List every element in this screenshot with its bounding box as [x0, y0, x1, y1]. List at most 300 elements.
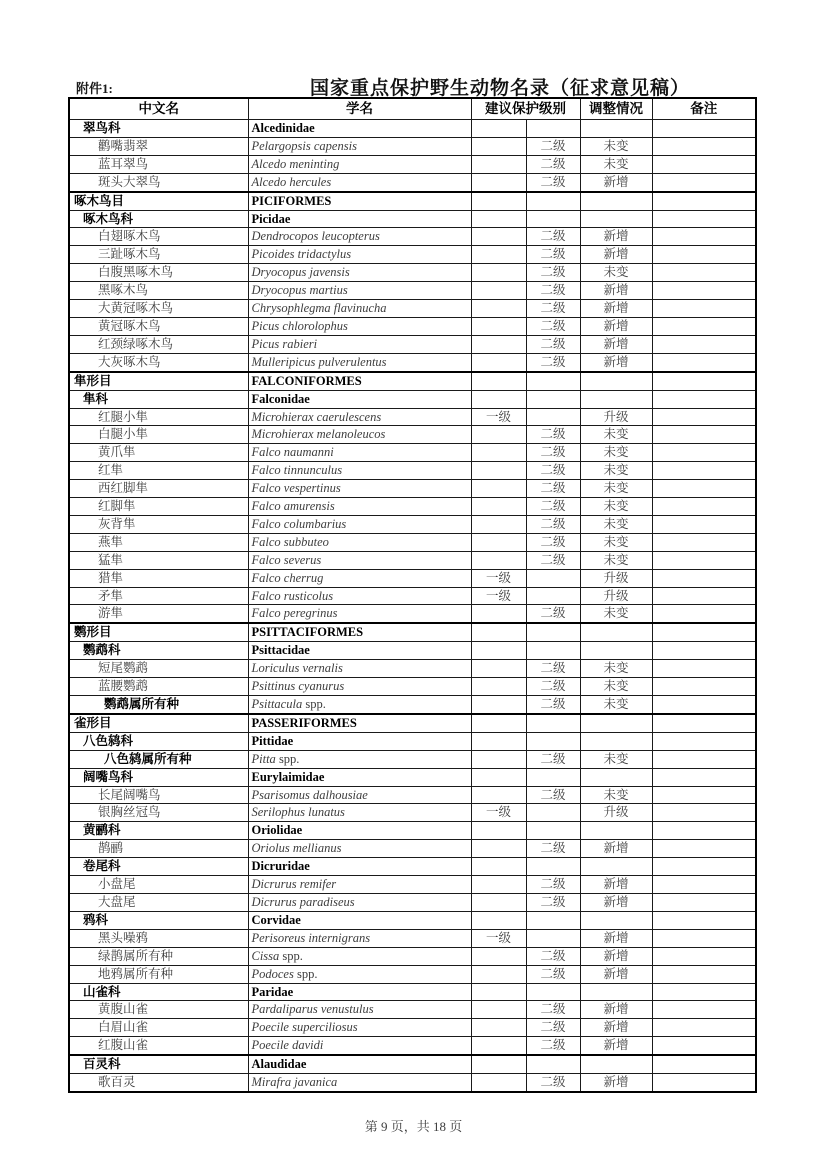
remarks-cell [652, 858, 756, 876]
latin-name: Dryocopus martius [251, 283, 348, 298]
level-class2-cell [526, 1055, 580, 1073]
table-row [69, 768, 756, 786]
level-class2-cell: 二级 [526, 155, 580, 173]
adjustment-cell: 未变 [580, 264, 652, 282]
chinese-name-cell: 雀形目 [69, 714, 248, 732]
chinese-name-cell: 卷尾科 [69, 858, 248, 876]
chinese-name-cell: 白眉山雀 [69, 1019, 248, 1037]
chinese-name-cell: 灰背隼 [69, 515, 248, 533]
remarks-cell [652, 173, 756, 191]
level-class2-cell: 二级 [526, 353, 580, 371]
table-row [69, 551, 756, 569]
level-class2-cell: 二级 [526, 876, 580, 894]
level-class2-cell [526, 587, 580, 605]
table-row [69, 335, 756, 353]
remarks-cell [652, 642, 756, 660]
remarks-cell [652, 696, 756, 714]
adjustment-cell [580, 372, 652, 390]
header-adjustment: 调整情况 [580, 98, 652, 120]
level-class2-cell: 二级 [526, 533, 580, 551]
remarks-cell [652, 623, 756, 641]
scientific-name-cell [248, 587, 471, 605]
table-row [69, 210, 756, 228]
chinese-name-cell: 银胸丝冠鸟 [69, 804, 248, 822]
latin-name: Psittacula [251, 697, 303, 711]
scientific-name-cell [248, 804, 471, 822]
level-class1-cell [471, 750, 526, 768]
remarks-cell [652, 155, 756, 173]
adjustment-cell [580, 120, 652, 138]
chinese-name-cell: 鹊鹂 [69, 840, 248, 858]
attachment-label: 附件1: [76, 81, 113, 96]
remarks-cell [652, 911, 756, 929]
scientific-name-cell [248, 408, 471, 426]
level-class1-cell [471, 1019, 526, 1037]
level-class1-cell: 一级 [471, 569, 526, 587]
latin-name: Loriculus vernalis [251, 661, 343, 676]
chinese-name-cell: 红颈绿啄木鸟 [69, 335, 248, 353]
scientific-name-cell [248, 929, 471, 947]
scientific-name-cell [248, 317, 471, 335]
level-class1-cell [471, 768, 526, 786]
scientific-name-cell [248, 786, 471, 804]
latin-name: Alcedo meninting [251, 156, 340, 171]
adjustment-cell: 未变 [580, 660, 652, 678]
latin-name: Mulleripicus pulverulentus [251, 354, 387, 369]
scientific-name-cell [248, 426, 471, 444]
chinese-name-cell: 鹦鹉科 [69, 642, 248, 660]
chinese-name-cell: 游隼 [69, 605, 248, 623]
adjustment-cell: 升级 [580, 804, 652, 822]
adjustment-cell: 新增 [580, 876, 652, 894]
table-row [69, 965, 756, 983]
level-class1-cell [471, 246, 526, 264]
table-row [69, 1019, 756, 1037]
scientific-name-cell: Pitta spp. [248, 750, 471, 768]
adjustment-cell: 新增 [580, 840, 652, 858]
level-class2-cell: 二级 [526, 965, 580, 983]
level-class1-cell [471, 155, 526, 173]
level-class1-cell [471, 228, 526, 246]
scientific-name-cell: Cissa spp. [248, 947, 471, 965]
level-class1-cell: 一级 [471, 587, 526, 605]
table-row [69, 1074, 756, 1092]
header-row [69, 98, 756, 120]
scientific-name-cell [248, 893, 471, 911]
table-row [69, 426, 756, 444]
scientific-name-cell [248, 515, 471, 533]
chinese-name-cell: 鸦科 [69, 911, 248, 929]
chinese-name-cell: 黄腹山雀 [69, 1001, 248, 1019]
table-row [69, 533, 756, 551]
table-row [69, 192, 756, 210]
level-class2-cell: 二级 [526, 282, 580, 300]
chinese-name-cell: 大黄冠啄木鸟 [69, 300, 248, 318]
remarks-cell [652, 137, 756, 155]
chinese-name-cell: 白翅啄木鸟 [69, 228, 248, 246]
chinese-name-cell: 大盘尾 [69, 893, 248, 911]
adjustment-cell: 新增 [580, 1074, 652, 1092]
remarks-cell [652, 714, 756, 732]
table-row [69, 929, 756, 947]
chinese-name-cell: 红腿小隼 [69, 408, 248, 426]
chinese-name-cell: 鹦鹉属所有种 [69, 696, 248, 714]
scientific-name-cell: Falconidae [248, 390, 471, 408]
scientific-name-cell [248, 353, 471, 371]
table-row [69, 947, 756, 965]
level-class1-cell [471, 1074, 526, 1092]
adjustment-cell [580, 714, 652, 732]
latin-name: Dendrocopos leucopterus [251, 229, 380, 244]
latin-name: Psarisomus dalhousiae [251, 787, 368, 802]
scientific-name-cell [248, 678, 471, 696]
table-body [69, 120, 756, 1092]
remarks-cell [652, 210, 756, 228]
remarks-cell [652, 1055, 756, 1073]
chinese-name-cell: 长尾阔嘴鸟 [69, 786, 248, 804]
level-class2-cell [526, 642, 580, 660]
remarks-cell [652, 1074, 756, 1092]
remarks-cell [652, 840, 756, 858]
adjustment-cell [580, 732, 652, 750]
remarks-cell [652, 300, 756, 318]
level-class1-cell [471, 353, 526, 371]
level-class1-cell [471, 498, 526, 516]
level-class2-cell: 二级 [526, 462, 580, 480]
level-class2-cell: 二级 [526, 1019, 580, 1037]
table-row [69, 480, 756, 498]
level-class1-cell [471, 120, 526, 138]
level-class1-cell [471, 372, 526, 390]
chinese-name-cell: 八色鸫属所有种 [69, 750, 248, 768]
table-row [69, 462, 756, 480]
remarks-cell [652, 1019, 756, 1037]
adjustment-cell [580, 1055, 652, 1073]
table-row [69, 893, 756, 911]
scientific-name-cell [248, 228, 471, 246]
level-class1-cell [471, 1037, 526, 1055]
level-class1-cell [471, 714, 526, 732]
scientific-name-cell [248, 1074, 471, 1092]
chinese-name-cell: 红腹山雀 [69, 1037, 248, 1055]
header-protection-level: 建议保护级别 [471, 98, 580, 120]
chinese-name-cell: 黑头噪鸦 [69, 929, 248, 947]
level-class1-cell: 一级 [471, 408, 526, 426]
scientific-name-cell [248, 1019, 471, 1037]
remarks-cell [652, 750, 756, 768]
remarks-cell [652, 605, 756, 623]
chinese-name-cell: 地鸦属所有种 [69, 965, 248, 983]
chinese-name-cell: 啄木鸟目 [69, 192, 248, 210]
table-row [69, 120, 756, 138]
level-class2-cell: 二级 [526, 660, 580, 678]
remarks-cell [652, 929, 756, 947]
table-row [69, 228, 756, 246]
adjustment-cell: 新增 [580, 228, 652, 246]
table-row [69, 822, 756, 840]
chinese-name-cell: 黄鹂科 [69, 822, 248, 840]
level-class1-cell [471, 1055, 526, 1073]
latin-name: Microhierax melanoleucos [251, 427, 386, 442]
level-class2-cell [526, 768, 580, 786]
adjustment-cell: 新增 [580, 1037, 652, 1055]
latin-name: Falco peregrinus [251, 606, 338, 621]
chinese-name-cell: 绿鹊属所有种 [69, 947, 248, 965]
table-row [69, 858, 756, 876]
adjustment-cell [580, 642, 652, 660]
remarks-cell [652, 551, 756, 569]
adjustment-cell [580, 983, 652, 1001]
chinese-name-cell: 八色鸫科 [69, 732, 248, 750]
chinese-name-cell: 隼科 [69, 390, 248, 408]
scientific-name-cell [248, 264, 471, 282]
level-class2-cell: 二级 [526, 480, 580, 498]
scientific-name-cell: Paridae [248, 983, 471, 1001]
protected-species-table [68, 97, 757, 1093]
latin-name: Poecile davidi [251, 1038, 324, 1053]
level-class1-cell [471, 822, 526, 840]
scientific-name-cell: Picidae [248, 210, 471, 228]
chinese-name-cell: 白腿小隼 [69, 426, 248, 444]
adjustment-cell: 新增 [580, 965, 652, 983]
remarks-cell [652, 192, 756, 210]
chinese-name-cell: 大灰啄木鸟 [69, 353, 248, 371]
chinese-name-cell: 矛隼 [69, 587, 248, 605]
table-row [69, 983, 756, 1001]
scientific-name-cell: PICIFORMES [248, 192, 471, 210]
level-class2-cell: 二级 [526, 498, 580, 516]
latin-name: Picus rabieri [251, 336, 318, 351]
adjustment-cell: 新增 [580, 1019, 652, 1037]
level-class2-cell [526, 911, 580, 929]
latin-name: Falco severus [251, 552, 322, 567]
level-class2-cell: 二级 [526, 444, 580, 462]
table-row [69, 498, 756, 516]
remarks-cell [652, 947, 756, 965]
level-class1-cell [471, 462, 526, 480]
latin-name: Falco columbarius [251, 516, 347, 531]
latin-name: Dryocopus javensis [251, 265, 350, 280]
header-scientific-name: 学名 [248, 98, 471, 120]
remarks-cell [652, 660, 756, 678]
latin-name: Pitta [251, 751, 276, 766]
scientific-name-cell [248, 335, 471, 353]
scientific-name-cell: Psittacula spp. [248, 696, 471, 714]
remarks-cell [652, 569, 756, 587]
latin-name: Picus chlorolophus [251, 318, 348, 333]
table-row [69, 732, 756, 750]
adjustment-cell [580, 911, 652, 929]
level-class2-cell: 二级 [526, 678, 580, 696]
latin-name: Pardaliparus venustulus [251, 1002, 374, 1017]
adjustment-cell: 新增 [580, 173, 652, 191]
level-class2-cell: 二级 [526, 426, 580, 444]
scientific-name-cell [248, 1001, 471, 1019]
level-class2-cell: 二级 [526, 750, 580, 768]
adjustment-cell: 新增 [580, 246, 652, 264]
adjustment-cell: 新增 [580, 947, 652, 965]
adjustment-cell: 未变 [580, 480, 652, 498]
level-class1-cell [471, 678, 526, 696]
scientific-name-cell: Alcedinidae [248, 120, 471, 138]
latin-name: Podoces [251, 966, 294, 981]
scientific-name-cell [248, 444, 471, 462]
adjustment-cell [580, 822, 652, 840]
level-class2-cell: 二级 [526, 1001, 580, 1019]
adjustment-cell: 未变 [580, 750, 652, 768]
table-row [69, 372, 756, 390]
chinese-name-cell: 百灵科 [69, 1055, 248, 1073]
adjustment-cell: 新增 [580, 317, 652, 335]
scientific-name-cell: Oriolidae [248, 822, 471, 840]
remarks-cell [652, 533, 756, 551]
adjustment-cell: 未变 [580, 678, 652, 696]
page-number: 第 9 页，共 18 页 [364, 1119, 463, 1134]
adjustment-cell: 升级 [580, 569, 652, 587]
chinese-name-cell: 鹳嘴翡翠 [69, 137, 248, 155]
chinese-name-cell: 山雀科 [69, 983, 248, 1001]
scientific-name-cell: Eurylaimidae [248, 768, 471, 786]
chinese-name-cell: 三趾啄木鸟 [69, 246, 248, 264]
scientific-name-cell [248, 605, 471, 623]
level-class1-cell [471, 947, 526, 965]
remarks-cell [652, 390, 756, 408]
chinese-name-cell: 鹦形目 [69, 623, 248, 641]
scientific-name-cell [248, 246, 471, 264]
level-class1-cell [471, 533, 526, 551]
level-class2-cell: 二级 [526, 786, 580, 804]
table-row [69, 911, 756, 929]
level-class1-cell: 一级 [471, 804, 526, 822]
adjustment-cell: 升级 [580, 587, 652, 605]
level-class1-cell [471, 264, 526, 282]
remarks-cell [652, 462, 756, 480]
chinese-name-cell: 蓝腰鹦鹉 [69, 678, 248, 696]
latin-name: Falco amurensis [251, 499, 335, 514]
scientific-name-cell: Alaudidae [248, 1055, 471, 1073]
scientific-name-cell [248, 300, 471, 318]
level-class1-cell [471, 660, 526, 678]
remarks-cell [652, 515, 756, 533]
chinese-name-cell: 短尾鹦鹉 [69, 660, 248, 678]
latin-name: Dicrurus paradiseus [251, 894, 355, 909]
level-class1-cell [471, 893, 526, 911]
remarks-cell [652, 246, 756, 264]
table-row [69, 750, 756, 768]
remarks-cell [652, 335, 756, 353]
level-class1-cell [471, 282, 526, 300]
scientific-name-cell: FALCONIFORMES [248, 372, 471, 390]
latin-name: Falco cherrug [251, 570, 324, 585]
latin-name: Poecile superciliosus [251, 1020, 358, 1035]
adjustment-cell: 未变 [580, 155, 652, 173]
adjustment-cell: 未变 [580, 696, 652, 714]
level-class1-cell [471, 515, 526, 533]
adjustment-cell: 未变 [580, 786, 652, 804]
level-class1-cell [471, 317, 526, 335]
header-remarks: 备注 [652, 98, 756, 120]
scientific-name-cell: Dicruridae [248, 858, 471, 876]
chinese-name-cell: 隼形目 [69, 372, 248, 390]
level-class2-cell: 二级 [526, 300, 580, 318]
header-chinese-name: 中文名 [69, 98, 248, 120]
level-class1-cell [471, 551, 526, 569]
remarks-cell [652, 498, 756, 516]
table-row [69, 642, 756, 660]
level-class1-cell [471, 335, 526, 353]
scientific-name-cell [248, 876, 471, 894]
chinese-name-cell: 西红脚隼 [69, 480, 248, 498]
level-class1-cell [471, 965, 526, 983]
level-class1-cell [471, 426, 526, 444]
table-row [69, 353, 756, 371]
latin-name: Pelargopsis capensis [251, 138, 357, 153]
chinese-name-cell: 黑啄木鸟 [69, 282, 248, 300]
level-class1-cell [471, 642, 526, 660]
remarks-cell [652, 372, 756, 390]
scientific-name-cell [248, 282, 471, 300]
remarks-cell [652, 1037, 756, 1055]
level-class2-cell: 二级 [526, 605, 580, 623]
level-class1-cell [471, 480, 526, 498]
level-class2-cell: 二级 [526, 840, 580, 858]
adjustment-cell: 未变 [580, 605, 652, 623]
page-title: 国家重点保护野生动物名录（征求意见稿） [309, 78, 690, 99]
level-class2-cell: 二级 [526, 1037, 580, 1055]
level-class2-cell [526, 714, 580, 732]
level-class2-cell: 二级 [526, 264, 580, 282]
level-class2-cell [526, 929, 580, 947]
chinese-name-cell: 斑头大翠鸟 [69, 173, 248, 191]
level-class2-cell: 二级 [526, 947, 580, 965]
remarks-cell [652, 768, 756, 786]
table-row [69, 300, 756, 318]
remarks-cell [652, 983, 756, 1001]
adjustment-cell: 新增 [580, 335, 652, 353]
remarks-cell [652, 786, 756, 804]
chinese-name-cell: 红脚隼 [69, 498, 248, 516]
table-row [69, 714, 756, 732]
table-row [69, 605, 756, 623]
latin-name: Psittinus cyanurus [251, 679, 345, 694]
adjustment-cell: 未变 [580, 137, 652, 155]
table-row [69, 840, 756, 858]
scientific-name-cell [248, 1037, 471, 1055]
scientific-name-cell [248, 480, 471, 498]
chinese-name-cell: 红隼 [69, 462, 248, 480]
remarks-cell [652, 264, 756, 282]
level-class1-cell [471, 911, 526, 929]
scientific-name-cell: Podoces spp. [248, 965, 471, 983]
table-row [69, 587, 756, 605]
adjustment-cell: 未变 [580, 498, 652, 516]
table-row [69, 1001, 756, 1019]
remarks-cell [652, 444, 756, 462]
level-class1-cell [471, 173, 526, 191]
adjustment-cell: 未变 [580, 426, 652, 444]
scientific-name-cell [248, 533, 471, 551]
remarks-cell [652, 282, 756, 300]
remarks-cell [652, 587, 756, 605]
table-row [69, 173, 756, 191]
level-class2-cell [526, 192, 580, 210]
latin-name: Cissa [251, 948, 280, 963]
chinese-name-cell: 黄冠啄木鸟 [69, 317, 248, 335]
level-class1-cell [471, 390, 526, 408]
chinese-name-cell: 啄木鸟科 [69, 210, 248, 228]
scientific-name-cell [248, 551, 471, 569]
latin-name: Perisoreus internigrans [251, 930, 371, 945]
